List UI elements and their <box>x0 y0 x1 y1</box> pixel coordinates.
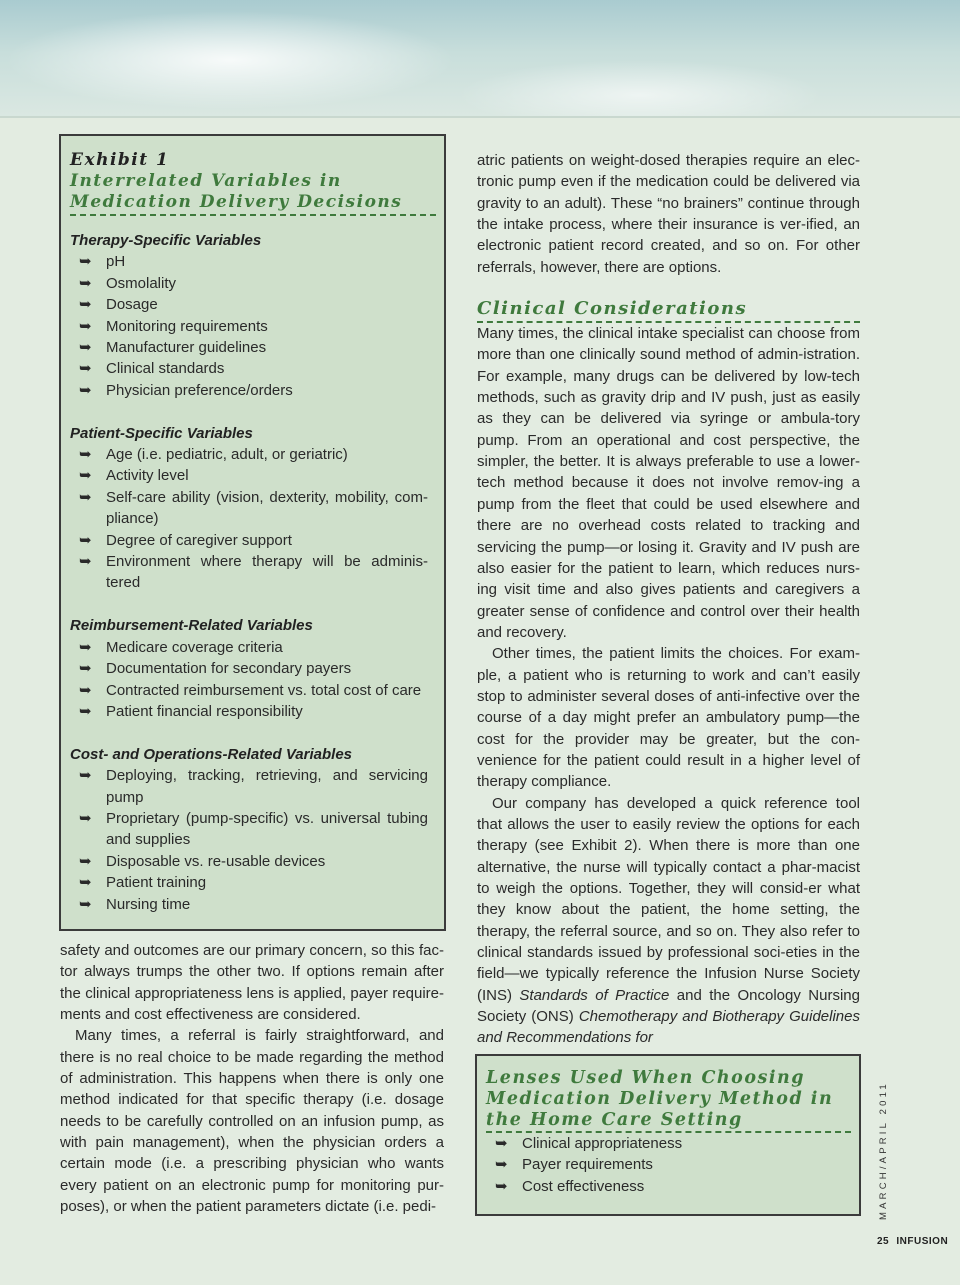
list-item <box>70 765 436 808</box>
arrow-bullet-icon: ➥ <box>79 852 92 870</box>
exhibit-1-title-line2: Medication Delivery Decisions <box>70 192 403 212</box>
list-item <box>70 680 436 701</box>
list-item-text: Degree of caregiver support <box>106 531 292 549</box>
list-item-text: Disposable vs. re-usable devices <box>106 852 326 870</box>
exhibit-1-box <box>59 134 446 931</box>
list-item-text: Manufacturer guidelines <box>106 339 267 357</box>
list-item-text: Activity level <box>106 467 189 485</box>
lenses-box <box>475 1054 861 1216</box>
list-item-text: Deploying, tracking, retrieving, and servicing pump <box>106 767 428 806</box>
exhibit-section-heading: Reimbursement-Related Variables <box>70 617 313 635</box>
arrow-bullet-icon: ➥ <box>79 446 92 464</box>
left-paragraph-2: Many times, a referral is fairly straightforward, and there is no real choice to be made regarding the method of administration. This happens when there is only one method indicated for that specific therapy (i.e. dosage needs to be carefully controlled on an infusion pump, as with pain management), when the physician orders a certain mode (i.e. a prescribing physician who wants every patient on an electronic pump for monitoring pur-poses), or when the patient parameters dictate (i.e. pedi- <box>60 1027 444 1216</box>
list-item <box>70 637 436 658</box>
list-item-text: Monitoring requirements <box>106 317 268 335</box>
lenses-title-line2: Medication Delivery Method in <box>486 1089 834 1109</box>
right-paragraph-2: Many times, the clinical intake specialist can choose from more than one clinically sound method of admin-istration. For example, many drugs can be delivered by low-tech methods, such as gravity drip and IV push, just as easily as they can be delivered via syringe or ambula-tory pump. From an operational and cost perspective, the simpler, the better. It is always preferable to use a lower-tech method because it does not involve remov-ing a pump from the fleet that could be used elsewhere and there are no overhead costs related to tracking and servicing the pump—or losing it. Gravity and IV push are also easier for the patient to learn, which reduces nurs-ing visit time and also gives patients and caregivers a greater sense of confidence and control over their health and recovery. <box>477 325 860 641</box>
exhibit-section <box>70 615 436 722</box>
arrow-bullet-icon: ➥ <box>79 339 92 357</box>
exhibit-section-list <box>70 444 436 594</box>
arrow-bullet-icon: ➥ <box>79 874 92 892</box>
arrow-bullet-icon: ➥ <box>495 1135 508 1152</box>
list-item <box>70 273 436 294</box>
arrow-bullet-icon: ➥ <box>79 809 92 827</box>
arrow-bullet-icon: ➥ <box>79 660 92 678</box>
left-column-text <box>60 940 444 1217</box>
page-footer <box>877 1236 948 1247</box>
right-paragraph-1: atric patients on weight-dosed therapies require an elec-tronic pump even if the medication could be delivered via gravity to an adult). These “no brainers” continue through the intake process, where their insurance is ver-ified, an electronic patient record created, and so on. For other referrals, however, there are options. <box>477 152 860 276</box>
clinical-considerations-heading: Clinical Considerations <box>477 297 860 323</box>
list-item <box>70 465 436 486</box>
left-paragraph-1: safety and outcomes are our primary concern, so this fac-tor always trumps the other two. If options remain after the clinical appropriateness lens is applied, payer require-ments and cost effectiveness are considered. <box>60 942 444 1024</box>
exhibit-section-list <box>70 251 436 401</box>
page-number: 25 <box>877 1236 890 1247</box>
exhibit-section <box>70 423 436 594</box>
list-item <box>70 444 436 465</box>
list-item <box>486 1176 851 1197</box>
right-paragraph-3: Other times, the patient limits the choices. For exam-ple, a patient who is returning to work and can’t easily stop to administer several doses of anti-infective over the course of a day might prefer an ambulatory pump—the cost for the provider may be greater, but the con-venience for the patient could result in a higher level of therapy compliance. <box>477 645 860 791</box>
arrow-bullet-icon: ➥ <box>79 895 92 913</box>
list-item-text: Osmolality <box>106 274 177 292</box>
list-item-text: Clinical appropriateness <box>522 1135 683 1152</box>
exhibit-section <box>70 744 436 915</box>
right-paragraph-4-start: Our company has developed a quick reference tool that allows the user to easily review the options for each therapy (see Exhibit 2). When there is more than one alternative, the nurse will typically contact a phar-macist to weigh the options. Together, they will consid-er what they know about the patient, the home setting, the therapy, the referral source, and so on. They also refer to clinical standards issued by professional soci-eties in the field—we typically reference the Infusion Nurse Society (INS) <box>477 794 860 1004</box>
exhibit-section-heading: Therapy-Specific Variables <box>70 232 262 249</box>
list-item <box>70 487 436 530</box>
list-item <box>70 808 436 851</box>
arrow-bullet-icon: ➥ <box>79 531 92 549</box>
arrow-bullet-icon: ➥ <box>79 681 92 699</box>
arrow-bullet-icon: ➥ <box>79 253 92 271</box>
list-item <box>70 701 436 722</box>
list-item-text: Medicare coverage criteria <box>106 638 283 656</box>
lenses-box-title <box>486 1068 851 1133</box>
list-item <box>486 1154 851 1175</box>
exhibit-1-title <box>70 150 436 216</box>
list-item <box>70 894 436 915</box>
arrow-bullet-icon: ➥ <box>495 1156 508 1174</box>
arrow-bullet-icon: ➥ <box>79 274 92 292</box>
ins-standards-title: Standards of Practice <box>519 986 670 1004</box>
lenses-title-line1: Lenses Used When Choosing <box>486 1068 805 1088</box>
exhibit-1-kicker: Exhibit 1 <box>70 150 170 170</box>
list-item <box>70 872 436 893</box>
lenses-list <box>486 1133 851 1197</box>
issue-date-sidebar: MARCH/APRIL 2011 <box>878 1081 889 1220</box>
arrow-bullet-icon: ➥ <box>79 767 92 785</box>
header-banner-image <box>0 0 960 118</box>
list-item-text: Nursing time <box>106 895 191 913</box>
arrow-bullet-icon: ➥ <box>79 381 92 399</box>
list-item <box>70 380 436 401</box>
list-item-text: Dosage <box>106 296 158 314</box>
exhibit-1-sections <box>70 230 436 915</box>
list-item-text: Cost effectiveness <box>522 1177 645 1195</box>
list-item-text: Environment where therapy will be adminis-tered <box>106 553 428 592</box>
right-paragraph-4-mid: and the Oncology Nursing Society (ONS) <box>477 986 860 1026</box>
arrow-bullet-icon: ➥ <box>79 638 92 656</box>
arrow-bullet-icon: ➥ <box>79 488 92 506</box>
arrow-bullet-icon: ➥ <box>79 553 92 571</box>
list-item-text: Patient training <box>106 874 207 892</box>
list-item <box>70 551 436 594</box>
arrow-bullet-icon: ➥ <box>79 702 92 720</box>
list-item <box>70 358 436 379</box>
list-item-text: Clinical standards <box>106 360 225 378</box>
exhibit-section-list <box>70 765 436 915</box>
arrow-bullet-icon: ➥ <box>79 296 92 314</box>
arrow-bullet-icon: ➥ <box>79 317 92 335</box>
exhibit-section <box>70 230 436 401</box>
list-item <box>70 530 436 551</box>
list-item <box>70 658 436 679</box>
exhibit-section-heading: Patient-Specific Variables <box>70 424 253 442</box>
list-item <box>70 316 436 337</box>
list-item-text: Physician preference/orders <box>106 381 293 399</box>
list-item-text: Contracted reimbursement vs. total cost of care <box>106 681 422 699</box>
right-paragraph-4 <box>477 793 860 1049</box>
list-item <box>70 251 436 272</box>
list-item-text: Patient financial responsibility <box>106 702 303 720</box>
magazine-name: INFUSION <box>896 1236 949 1247</box>
arrow-bullet-icon: ➥ <box>495 1177 508 1195</box>
list-item <box>70 851 436 872</box>
list-item-text: Payer requirements <box>522 1156 653 1174</box>
list-item <box>486 1133 851 1154</box>
list-item <box>70 294 436 315</box>
list-item-text: Proprietary (pump-specific) vs. universal tubing and supplies <box>106 809 428 849</box>
exhibit-section-heading: Cost- and Operations-Related Variables <box>70 745 353 763</box>
exhibit-section-list <box>70 637 436 723</box>
arrow-bullet-icon: ➥ <box>79 467 92 485</box>
list-item-text: Age (i.e. pediatric, adult, or geriatric) <box>106 446 348 464</box>
list-item-text: pH <box>106 253 126 271</box>
list-item-text: Documentation for secondary payers <box>106 660 352 678</box>
list-item <box>70 337 436 358</box>
list-item-text: Self-care ability (vision, dexterity, mobility, com-pliance) <box>106 488 428 528</box>
right-column-text <box>477 150 860 1049</box>
exhibit-1-title-line1: Interrelated Variables in <box>70 171 342 191</box>
lenses-title-line3: the Home Care Setting <box>486 1110 743 1130</box>
ons-guidelines-title: Chemotherapy and Biotherapy Guidelines and Recommendations for <box>477 1008 860 1047</box>
arrow-bullet-icon: ➥ <box>79 360 92 378</box>
